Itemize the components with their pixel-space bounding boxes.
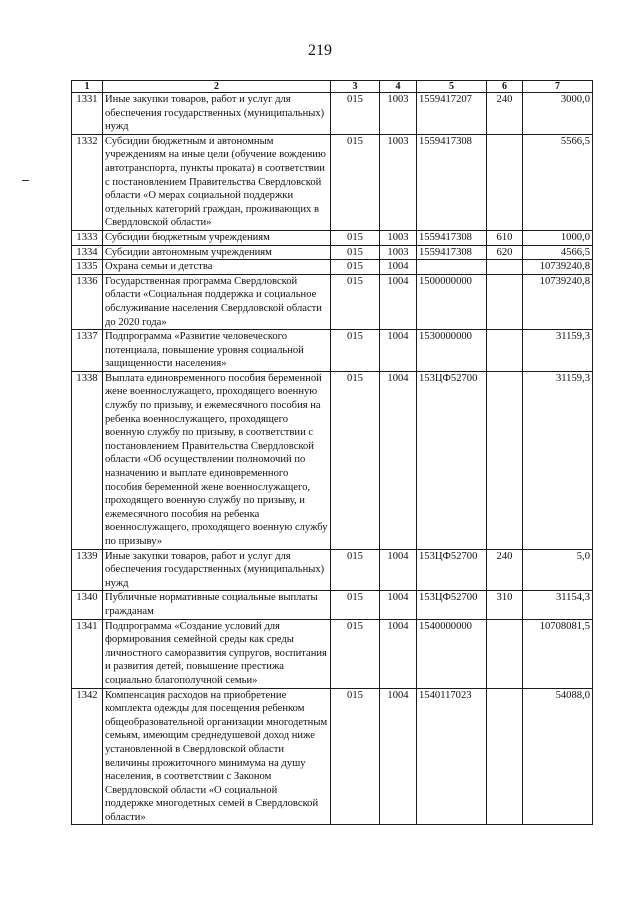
section-code: 1004 — [380, 619, 417, 688]
section-code: 1004 — [380, 260, 417, 275]
page-number: 219 — [308, 42, 332, 59]
ministry-code: 015 — [331, 260, 380, 275]
section-code: 1003 — [380, 93, 417, 135]
expense-type-code — [487, 371, 523, 549]
column-header-6: 6 — [487, 81, 523, 93]
expense-type-code — [487, 274, 523, 329]
expense-type-code — [487, 688, 523, 825]
row-amount: 10739240,8 — [523, 274, 593, 329]
row-number: 1331 — [72, 93, 103, 135]
column-header-5: 5 — [417, 81, 487, 93]
ministry-code: 015 — [331, 591, 380, 619]
target-article-code: 1559417308 — [417, 230, 487, 245]
table-row — [72, 619, 593, 688]
row-amount: 10708081,5 — [523, 619, 593, 688]
table-body — [72, 93, 593, 825]
table-row — [72, 134, 593, 230]
table-row — [72, 260, 593, 275]
row-number: 1336 — [72, 274, 103, 329]
row-number: 1339 — [72, 549, 103, 591]
section-code: 1003 — [380, 245, 417, 260]
row-description: Подпрограмма «Создание условий для формирования семейной среды как среды личностного саморазвития супругов, воспитания и развития детей, повышение престижа социально благополучной семьи» — [103, 619, 331, 688]
ministry-code: 015 — [331, 134, 380, 230]
header-row — [72, 81, 593, 93]
row-number: 1333 — [72, 230, 103, 245]
row-description: Публичные нормативные социальные выплаты гражданам — [103, 591, 331, 619]
row-number: 1341 — [72, 619, 103, 688]
section-code: 1003 — [380, 230, 417, 245]
expense-type-code: 620 — [487, 245, 523, 260]
row-amount: 10739240,8 — [523, 260, 593, 275]
row-amount: 3000,0 — [523, 93, 593, 135]
row-amount: 5566,5 — [523, 134, 593, 230]
table-row — [72, 245, 593, 260]
expense-type-code: 610 — [487, 230, 523, 245]
target-article-code: 1559417308 — [417, 134, 487, 230]
row-amount: 54088,0 — [523, 688, 593, 825]
column-header-1: 1 — [72, 81, 103, 93]
ministry-code: 015 — [331, 245, 380, 260]
ministry-code: 015 — [331, 230, 380, 245]
table-row — [72, 230, 593, 245]
target-article-code — [417, 260, 487, 275]
section-code: 1004 — [380, 274, 417, 329]
target-article-code: 1540000000 — [417, 619, 487, 688]
row-number: 1332 — [72, 134, 103, 230]
expense-type-code — [487, 134, 523, 230]
row-amount: 1000,0 — [523, 230, 593, 245]
target-article-code: 1559417308 — [417, 245, 487, 260]
column-header-7: 7 — [523, 81, 593, 93]
row-amount: 4566,5 — [523, 245, 593, 260]
table-row — [72, 371, 593, 549]
section-code: 1003 — [380, 134, 417, 230]
ministry-code: 015 — [331, 274, 380, 329]
table-header — [72, 81, 593, 93]
expense-type-code — [487, 619, 523, 688]
row-description: Государственная программа Свердловской области «Социальная поддержка и социальное обслуживание населения Свердловской области до 2020 года» — [103, 274, 331, 329]
table-row — [72, 330, 593, 372]
ministry-code: 015 — [331, 330, 380, 372]
target-article-code: 153ЦФ52700 — [417, 371, 487, 549]
row-description: Компенсация расходов на приобретение комплекта одежды для посещения ребенком общеобразовательной организации многодетным семьям, имеющим среднедушевой доход ниже установленной в Свердловской области величины прожиточного минимума на душу населения, в соответствии с Законом Свердловской области «О социальной поддержке многодетных семей в Свердловской области» — [103, 688, 331, 825]
row-amount: 31154,3 — [523, 591, 593, 619]
target-article-code: 153ЦФ52700 — [417, 591, 487, 619]
row-number: 1338 — [72, 371, 103, 549]
expense-type-code: 240 — [487, 549, 523, 591]
row-number: 1335 — [72, 260, 103, 275]
table-row — [72, 93, 593, 135]
budget-table — [71, 80, 593, 825]
column-header-2: 2 — [103, 81, 331, 93]
row-amount: 31159,3 — [523, 371, 593, 549]
row-amount: 5,0 — [523, 549, 593, 591]
ministry-code: 015 — [331, 93, 380, 135]
target-article-code: 1530000000 — [417, 330, 487, 372]
row-description: Подпрограмма «Развитие человеческого потенциала, повышение уровня социальной защищенности населения» — [103, 330, 331, 372]
section-code: 1004 — [380, 330, 417, 372]
target-article-code: 1559417207 — [417, 93, 487, 135]
table-row — [72, 688, 593, 825]
row-description: Субсидии бюджетным и автономным учреждениям на иные цели (обучение вождению автотранспорта, пункты проката) в соответствии с постановлением Правительства Свердловской области «О мерах социальной поддержки отдельных категорий граждан, проживающих в Свердловской области» — [103, 134, 331, 230]
target-article-code: 1500000000 — [417, 274, 487, 329]
ministry-code: 015 — [331, 619, 380, 688]
section-code: 1004 — [380, 688, 417, 825]
table-row — [72, 274, 593, 329]
column-header-4: 4 — [380, 81, 417, 93]
row-description: Охрана семьи и детства — [103, 260, 331, 275]
row-number: 1342 — [72, 688, 103, 825]
row-number: 1334 — [72, 245, 103, 260]
target-article-code: 1540117023 — [417, 688, 487, 825]
section-code: 1004 — [380, 549, 417, 591]
expense-type-code — [487, 260, 523, 275]
row-amount: 31159,3 — [523, 330, 593, 372]
expense-type-code — [487, 330, 523, 372]
margin-mark — [22, 180, 29, 181]
target-article-code: 153ЦФ52700 — [417, 549, 487, 591]
ministry-code: 015 — [331, 549, 380, 591]
expense-type-code: 240 — [487, 93, 523, 135]
section-code: 1004 — [380, 371, 417, 549]
row-description: Иные закупки товаров, работ и услуг для обеспечения государственных (муниципальных) нужд — [103, 93, 331, 135]
row-number: 1337 — [72, 330, 103, 372]
row-description: Иные закупки товаров, работ и услуг для обеспечения государственных (муниципальных) нужд — [103, 549, 331, 591]
row-description: Субсидии автономным учреждениям — [103, 245, 331, 260]
row-number: 1340 — [72, 591, 103, 619]
table-row — [72, 591, 593, 619]
ministry-code: 015 — [331, 371, 380, 549]
table-row — [72, 549, 593, 591]
row-description: Выплата единовременного пособия беременной жене военнослужащего, проходящего военную службу по призыву, и ежемесячного пособия на ребенка военнослужащего, проходящего военную службу по призыву, в соответствии с постановлением Правительства Свердловской области «Об осуществлении полномочий по назначению и выплате единовременного пособия беременной жене военнослужащего, проходящего военную службу по призыву, и ежемесячного пособия на ребенка военнослужащего, проходящего военную службу по призыву» — [103, 371, 331, 549]
row-description: Субсидии бюджетным учреждениям — [103, 230, 331, 245]
column-header-3: 3 — [331, 81, 380, 93]
section-code: 1004 — [380, 591, 417, 619]
ministry-code: 015 — [331, 688, 380, 825]
expense-type-code: 310 — [487, 591, 523, 619]
